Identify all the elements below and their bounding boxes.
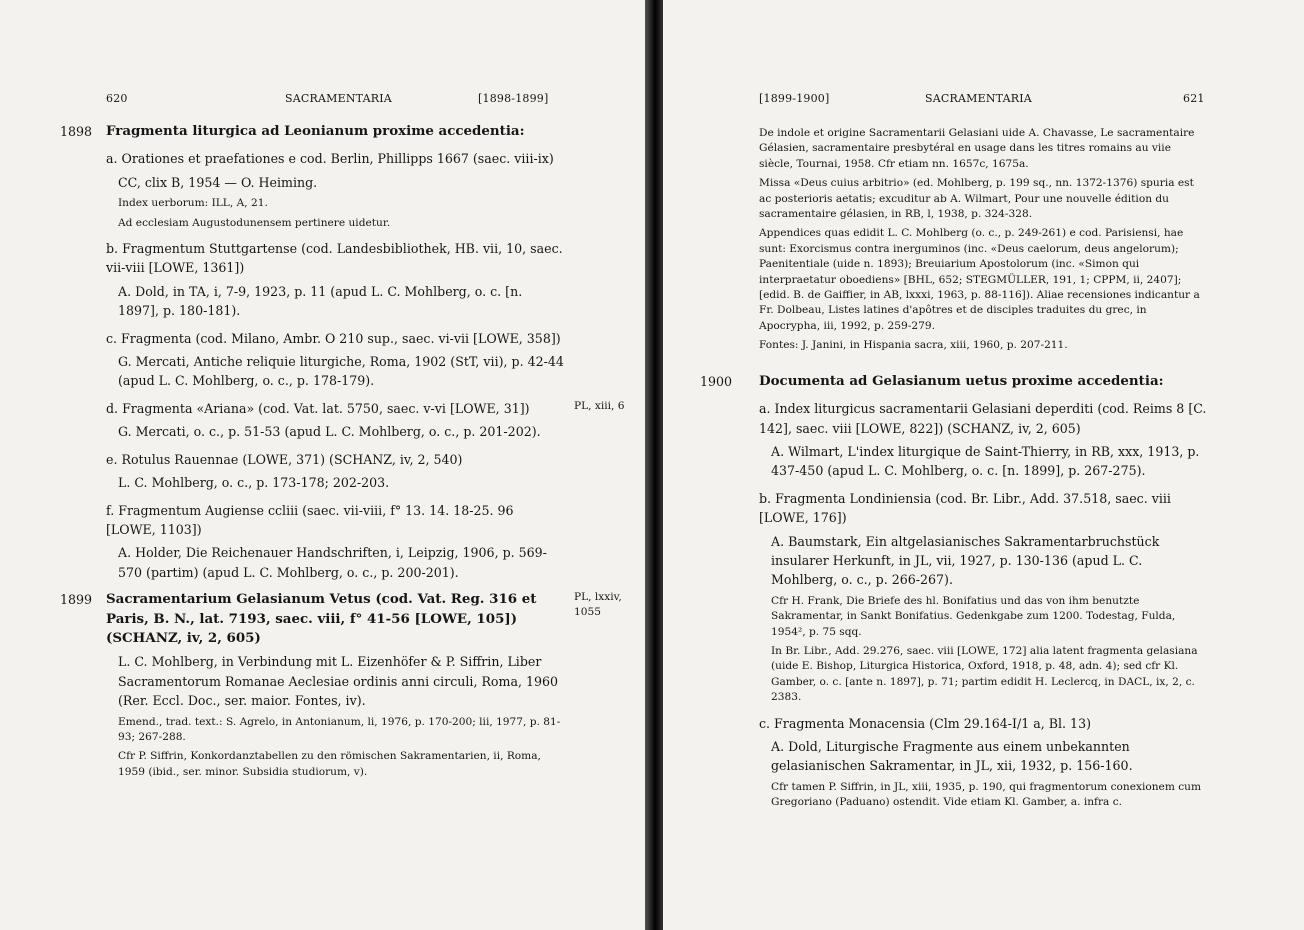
subentry-d-head: d. Fragmenta «Ariana» (cod. Vat. lat. 5750, saec. v-vi [LOWE, 31]) [106,400,530,416]
entry-1899-ref: L. C. Mohlberg, in Verbindung mit L. Eizenhöfer & P. Siffrin, Liber Sacramentorum Romanae Aeclesiae ordinis anni circuli, Roma, 1960 (Rer. Eccl. Doc., ser. maior. Fontes, iv). [118,654,559,709]
right-page [663,0,1304,930]
right-running-range: [1899-1900] [759,92,830,105]
right-running-title: SACRAMENTARIA [925,92,1032,105]
continuation-p4: Fontes: J. Janini, in Hispania sacra, xiii, 1960, p. 207-211. [759,339,1068,352]
right-page-number: 621 [1183,92,1205,105]
subentry-f-ref: A. Holder, Die Reichenauer Handschriften, i, Leipzig, 1906, p. 569-570 (partim) (apud L. C. Mohlberg, o. c., p. 200-201). [118,545,547,580]
subentry-f-head: f. Fragmentum Augiense ccliii (saec. vii-viii, f° 13. 14. 18-25. 96 [LOWE, 1103]) [106,502,514,537]
subentry-d-ref: G. Mercati, o. c., p. 51-53 (apud L. C. Mohlberg, o. c., p. 201-202). [118,424,541,440]
book-gutter [645,0,663,930]
subentry-e-ref: L. C. Mohlberg, o. c., p. 173-178; 202-203. [118,475,390,491]
subentry-a-index: Index uerborum: ILL, A, 21. [118,197,268,210]
subentry-d [106,399,625,418]
continuation-p1: De indole et origine Sacramentarii Gelasiani uide A. Chavasse, Le sacramentaire Gélasien, sacramentaire presbytéral en usage dans les titres romains au viie siècle, Tournai, 1958. Cfr etiam nn. 1657c, 1675a. [759,127,1195,170]
subentry-a-head: a. Index liturgicus sacramentarii Gelasiani deperditi (cod. Reims 8 [C. 142], saec. viii [LOWE, 822]) (SCHANZ, iv, 2, 605) [759,401,1207,436]
entry-1899 [60,590,622,780]
left-running-range: [1898-1899] [478,92,549,105]
subentry-c-head: c. Fragmenta Monacensia (Clm 29.164-I/1 a, Bl. 13) [759,715,1092,731]
subentry-c-note: Cfr tamen P. Siffrin, in JL, xiii, 1935, p. 190, qui fragmentorum conexionem cum Gregoriano (Paduano) ostendit. Vide etiam Kl. Gamber, a. infra c. [771,780,1202,809]
entry-number: 1898 [60,124,93,139]
subentry-c-head: c. Fragmenta (cod. Milano, Ambr. O 210 sup., saec. vi-vii [LOWE, 358]) [106,330,561,346]
subentry-a-ref: A. Wilmart, L'index liturgique de Saint-Thierry, in RB, xxx, 1913, p. 437-450 (apud L. C. Mohlberg, o. c. [n. 1899], p. 267-275). [771,443,1200,479]
subentry-c-ref: G. Mercati, Antiche reliquie liturgiche, Roma, 1902 (StT, vii), p. 42-44 (apud L. C. Mohlberg, o. c., p. 178-179). [118,354,564,389]
entry-number: 1900 [700,373,733,389]
subentry-a-head: a. Orationes et praefationes e cod. Berlin, Phillipps 1667 (saec. viii-ix) [106,151,554,167]
entry-title: Documenta ad Gelasianum uetus proxime accedentia: [759,372,1164,389]
entry-1898 [60,122,625,582]
subentry-a-note: Ad ecclesiam Augustodunensem pertinere uidetur. [118,216,391,229]
subentry-b-cfr: Cfr H. Frank, Die Briefe des hl. Bonifatius und das von ihm benutzte Sakramentar, in Sankt Bonifatius. Gedenkgabe zum 1200. Todestag, Fulda, 1954², p. 75 sqq. [771,594,1176,638]
continuation-p3: Appendices quas edidit L. C. Mohlberg (o. c., p. 249-261) e cod. Parisiensi, hae sunt: Exorcismus contra inerguminos (inc. «Deus caelorum, deus angelorum); Paenitentiale (uide n. 1893); Breuiarium Apostolorum (inc. «Simon qui interpraetatur oboediens» [BHL, 652; STEGMÜLLER, 191, 1; CPPM, ii, 2407]; [edid. B. de Gaiffier, in AB, lxxxi, 1963, p. 88-116]). Aliae recensiones indicantur a Fr. Dolbeau, Listes latines d'apôtres et de disciples traduites du grec, in Apocrypha, iii, 1992, p. 259-279. [759,227,1200,332]
subentry-b-head: b. Fragmenta Londiniensia (cod. Br. Libr., Add. 37.518, saec. viii [LOWE, 176]) [759,490,1171,526]
subentry-b-ref: A. Dold, in TA, i, 7-9, 1923, p. 11 (apud L. C. Mohlberg, o. c. [n. 1897], p. 180-181). [118,283,523,319]
left-page-number: 620 [106,92,128,105]
left-page [0,0,645,930]
subentry-d-marginal: PL, xiii, 6 [574,399,625,412]
subentry-b-ref: A. Baumstark, Ein altgelasianisches Sakramentarbruchstück insularer Herkunft, in JL, vii, 1927, p. 130-136 (apud L. C. Mohlberg, o. c., p. 266-267). [771,533,1160,588]
subentry-b-note: In Br. Libr., Add. 29.276, saec. viii [LOWE, 172] alia latent fragmenta gelasiana (uide E. Bishop, Liturgica Historica, Oxford, 1918, p. 48, adn. 4); sed cfr Kl. Gamber, o. c. [ante n. 1897], p. 71; partim edidit H. Leclercq, in DACL, ix, 2, c. 2383. [771,644,1198,704]
left-running-title: SACRAMENTARIA [285,92,392,105]
continuation-p2: Missa «Deus cuius arbitrio» (ed. Mohlberg, p. 199 sq., nn. 1372-1376) spuria est ac posterioris aetatis; excuditur ab A. Wilmart, Pour une nouvelle édition du sacramentaire gélasien, in RB, l, 1938, p. 324-328. [759,177,1194,221]
entry-title: Sacramentarium Gelasianum Vetus (cod. Vat. Reg. 316 et Paris, B. N., lat. 7193, saec. viii, f° 41-56 [LOWE, 105]) (SCHANZ, iv, 2, 605) [106,591,537,646]
right-content [700,122,1208,815]
entry-title: Fragmenta liturgica ad Leonianum proxime accedentia: [106,123,525,139]
entry-1899-marginal: PL, lxxiv, 1055 [574,591,622,619]
entry-1899-emend: Emend., trad. text.: S. Agrelo, in Antonianum, li, 1976, p. 170-200; lii, 1977, p. 81-93; 267-288. [118,715,561,743]
left-content [60,122,625,784]
subentry-e-head: e. Rotulus Rauennae (LOWE, 371) (SCHANZ, iv, 2, 540) [106,451,463,467]
subentry-b-head: b. Fragmentum Stuttgartense (cod. Landesbibliothek, HB. vii, 10, saec. vii-viii [LOWE, 1361]) [106,241,563,276]
entry-1899-cfr: Cfr P. Siffrin, Konkordanztabellen zu den römischen Sakramentarien, ii, Roma, 1959 (ibid., ser. minor. Subsidia studiorum, v). [118,750,541,778]
subentry-a-ref: CC, clix B, 1954 — O. Heiming. [118,174,318,190]
subentry-c-ref: A. Dold, Liturgische Fragmente aus einem unbekannten gelasianischen Sakramentar, in JL, xii, 1932, p. 156-160. [771,739,1133,774]
entry-number: 1899 [60,592,93,608]
entry-1900 [700,372,1208,811]
